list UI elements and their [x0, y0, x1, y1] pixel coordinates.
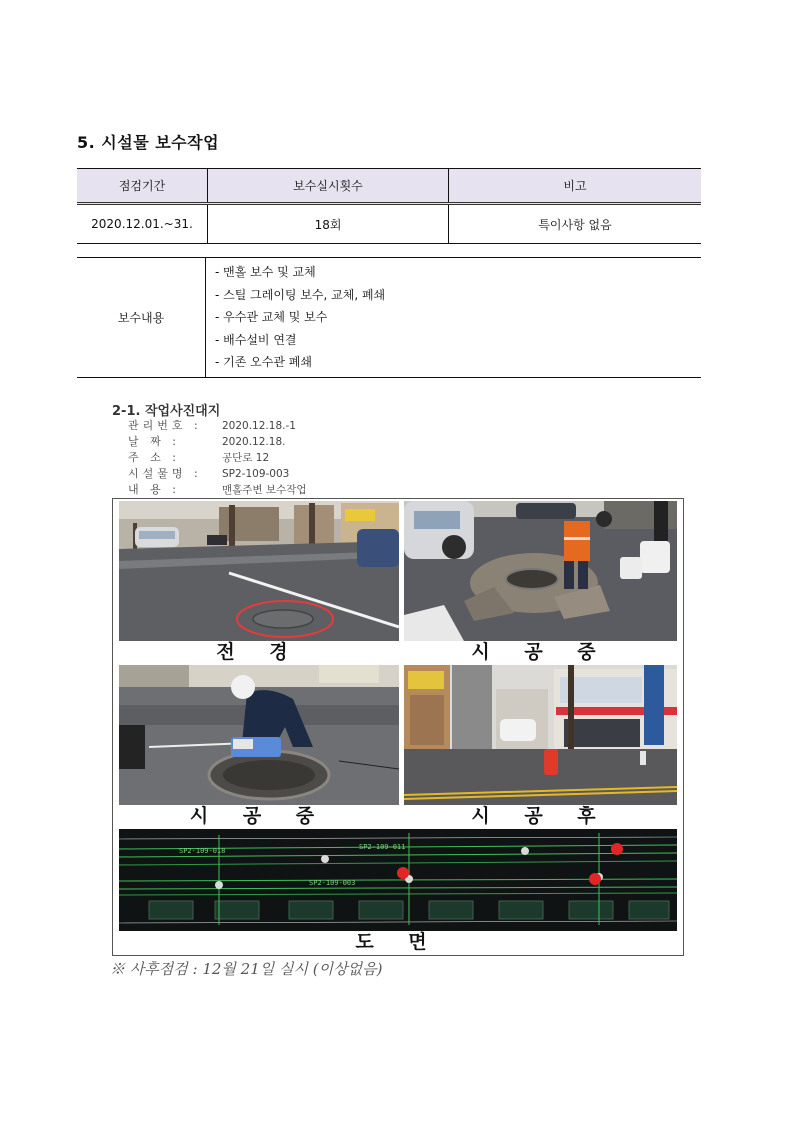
content-label: 보수내용	[77, 258, 206, 378]
header-repair-count: 보수실시횟수	[208, 169, 449, 204]
list-item: - 스틸 그레이팅 보수, 교체, 폐쇄	[215, 287, 386, 302]
cell-remarks: 특이사항 없음	[449, 204, 702, 244]
meta-row-content: 내 용 : 맨홀주변 보수작업	[128, 483, 307, 496]
photo-after	[404, 665, 677, 805]
meta-row-date: 날 짜 : 2020.12.18.	[128, 435, 286, 448]
photo-before	[119, 501, 399, 641]
photo-sheet-title: 2-1. 작업사진대지	[112, 404, 221, 419]
caption-during-2: 시 공 중	[189, 805, 329, 827]
section-title: 5. 시설물 보수작업	[77, 133, 220, 152]
meta-row-address: 주 소 : 공단로 12	[128, 451, 270, 464]
photo-during-1	[404, 501, 677, 641]
caption-during-1: 시 공 중	[471, 641, 610, 663]
list-item: - 배수설비 연결	[215, 332, 297, 347]
photo-during-2	[119, 665, 399, 805]
drawing-label: SP2-109-003	[309, 879, 356, 887]
header-period: 점검기간	[77, 169, 208, 204]
table-row	[77, 204, 701, 244]
caption-drawing: 도 면	[355, 931, 441, 953]
handwritten-note: ※ 사후점검 : 12월 21일 실시 (이상없음)	[110, 960, 383, 978]
meta-row-facility: 시설물명 : SP2-109-003	[128, 467, 290, 480]
summary-table	[77, 168, 701, 244]
caption-after: 시 공 후	[471, 805, 610, 827]
content-table	[77, 257, 701, 378]
caption-before: 전 경	[216, 641, 302, 663]
cell-repair-count: 18회	[208, 204, 449, 244]
photo-board	[112, 498, 684, 956]
drawing-cad	[119, 829, 677, 931]
drawing-label: SP2-109-011	[359, 843, 406, 851]
table-header-row	[77, 169, 701, 204]
list-item: - 우수관 교체 및 보수	[215, 310, 328, 324]
content-items	[206, 258, 702, 378]
list-item: - 맨홀 보수 및 교체	[215, 265, 316, 279]
list-item: - 기존 오수관 폐쇄	[215, 355, 312, 369]
header-remarks: 비고	[449, 169, 702, 204]
photo-meta	[128, 418, 306, 498]
meta-row-id: 관리번호 : 2020.12.18.-1	[128, 419, 296, 432]
cell-period: 2020.12.01.~31.	[77, 204, 208, 244]
drawing-label: SP2-109-018	[179, 847, 226, 855]
